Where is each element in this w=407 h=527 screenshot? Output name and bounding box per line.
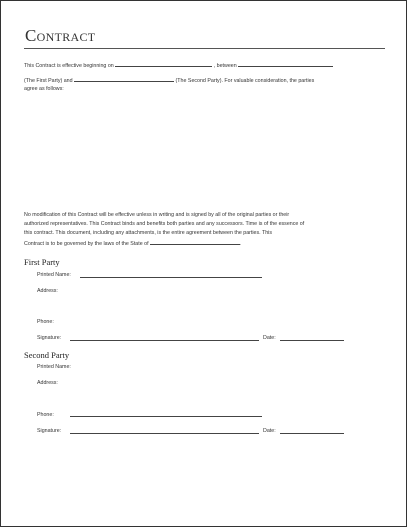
effective-date-field[interactable] [115, 60, 212, 67]
second-party-printed-name-label: Printed Name: [37, 364, 71, 370]
closing-line-2: authorized representatives. This Contract binds and benefits both parties and any successors. Time is of the essence of [24, 221, 305, 227]
title-divider [24, 48, 385, 49]
governing-law-label: Contract is to be governed by the laws of the State of [24, 241, 149, 247]
intro-effective-label: This Contract is effective beginning on [24, 63, 114, 69]
first-party-phone-label: Phone: [37, 319, 54, 325]
first-party-date-label: Date: [263, 335, 276, 341]
first-party-phone-field[interactable] [80, 317, 262, 327]
second-party-phone-label: Phone: [37, 412, 54, 418]
closing-line-4 [24, 238, 386, 249]
terms-area[interactable] [24, 97, 386, 207]
first-party-name-field[interactable] [238, 60, 333, 67]
second-party-date-label: Date: [263, 428, 276, 434]
intro-line-3 [24, 85, 64, 94]
first-party-signature-label: Signature: [37, 335, 62, 341]
first-party-printed-name-field[interactable] [80, 270, 262, 278]
first-party-date-field[interactable] [280, 333, 344, 341]
second-party-signature-field[interactable] [70, 426, 259, 434]
second-party-signature-label: Signature: [37, 428, 62, 434]
intro-first-party-label: (The First Party) and [24, 78, 73, 84]
first-party-address-label: Address: [37, 288, 58, 294]
first-party-address-field[interactable] [80, 286, 262, 314]
intro-second-party-label: (The Second Party). For valuable consideration, the parties [175, 78, 315, 84]
first-party-signature-field[interactable] [70, 333, 259, 341]
first-party-printed-name-label: Printed Name: [37, 272, 71, 278]
second-party-address-label: Address: [37, 380, 58, 386]
governing-state-field[interactable] [150, 238, 240, 245]
second-party-heading: Second Party [24, 350, 70, 360]
intro-agree-label: agree as follows: [24, 86, 64, 92]
second-party-name-field[interactable] [74, 75, 174, 82]
intro-line-1 [24, 60, 333, 71]
closing-period: . [240, 241, 242, 247]
first-party-heading: First Party [24, 257, 60, 267]
second-party-date-field[interactable] [280, 426, 344, 434]
second-party-address-field[interactable] [80, 378, 262, 406]
intro-line-2 [24, 75, 314, 86]
closing-line-1: No modification of this Contract will be effective unless in writing and is signed by all of the original parties or their [24, 212, 290, 218]
intro-between-label: , between [213, 63, 237, 69]
second-party-printed-name-field[interactable] [80, 362, 262, 372]
second-party-phone-field[interactable] [70, 409, 262, 417]
closing-line-3: this contract. This document, including any attachments, is the entire agreement between the parties. This [24, 230, 273, 236]
closing-paragraph [24, 211, 386, 249]
page-title: Contract [25, 26, 96, 45]
